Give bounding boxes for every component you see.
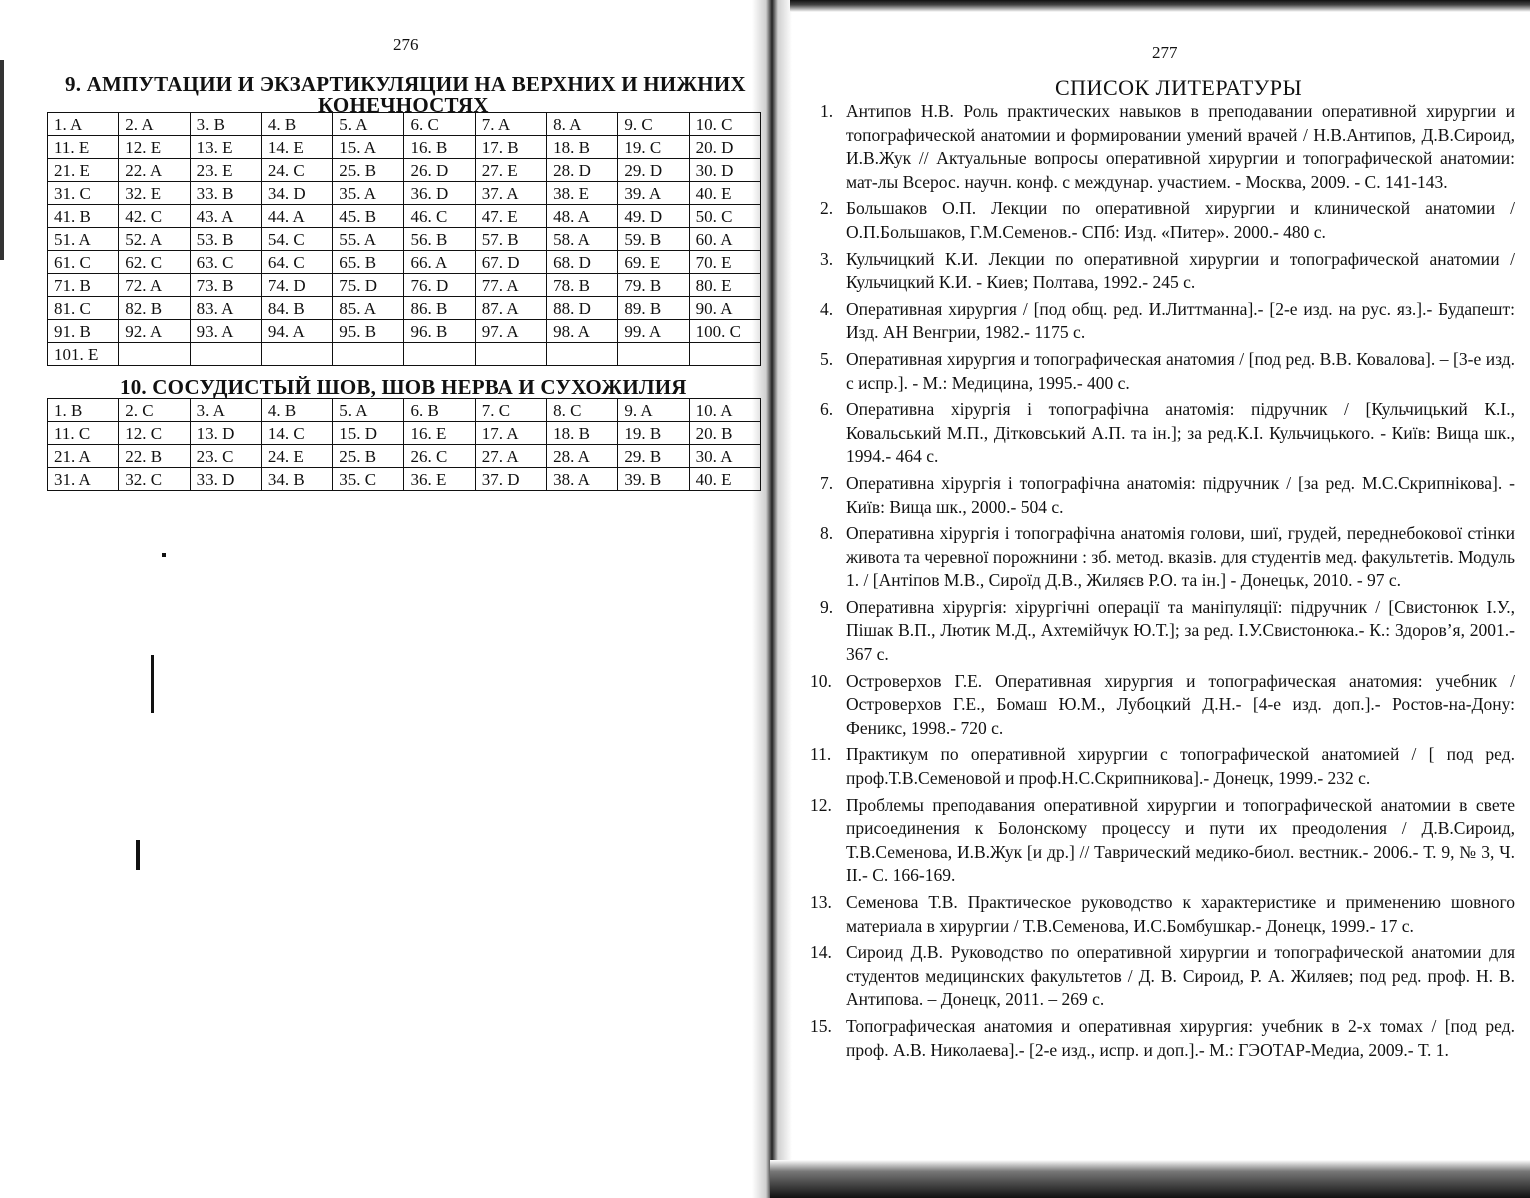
answer-cell: 48. A [547,205,618,228]
answer-row [48,297,761,320]
reference-item [810,794,1515,888]
answer-cell: 33. D [190,468,261,491]
answer-cell: 4. B [261,113,332,136]
reference-number: 13. [810,892,832,912]
answer-cell: 27. A [475,445,546,468]
answer-cell: 15. D [333,422,404,445]
page-number: 276 [393,35,419,54]
answer-cell: 45. B [333,205,404,228]
left-page [40,30,760,1170]
answer-cell: 37. D [475,468,546,491]
right-page [800,30,1520,1170]
answer-cell: 13. E [190,136,261,159]
answer-cell: 31. A [48,468,119,491]
answer-cell: 96. B [404,320,475,343]
answer-cell: 6. C [404,113,475,136]
answer-cell: 75. D [333,274,404,297]
reference-number: 8. [820,523,834,544]
answer-cell: 27. E [475,159,546,182]
answer-cell: 94. A [261,320,332,343]
answer-cell: 30. D [689,159,760,182]
answer-row [48,251,761,274]
reference-text: Оперативна хірургія і топографічна анатомія: підручник / [за ред. М.С.Скрипнікова]. - Київ: Вища шк., 2000.- 504 с. [846,472,1515,517]
answer-cell: 28. D [547,159,618,182]
reference-item [810,522,1515,593]
answer-cell: 34. B [261,468,332,491]
answer-cell [404,343,475,366]
answer-row [48,182,761,205]
answer-cell: 77. A [475,274,546,297]
answer-cell: 76. D [404,274,475,297]
answer-cell: 38. A [547,468,618,491]
reference-text: Практикум по оперативной хирургии с топографической анатомией / [ под ред. проф.Т.В.Семеновой и проф.Н.С.Скрипникова].- Донецк, 1999.- 232 с. [846,744,1515,789]
answer-cell: 16. E [404,422,475,445]
answer-cell: 10. C [689,113,760,136]
answer-cell: 84. B [261,297,332,320]
answer-cell: 1. A [48,113,119,136]
answer-cell [333,343,404,366]
answer-cell: 29. B [618,445,689,468]
reference-text: Большаков О.П. Лекции по оперативной хирургии и клинической анатомии / О.П.Большаков, Г.М.Семенов.- СПб: Изд. «Питер». 2000.- 480 с. [846,198,1515,242]
answer-cell: 52. A [119,228,190,251]
answer-cell: 97. A [475,320,546,343]
answer-cell: 2. C [119,399,190,422]
answer-cell: 55. A [333,228,404,251]
answer-cell: 25. B [333,445,404,468]
answer-cell: 25. B [333,159,404,182]
reference-text: Оперативная хирургия / [под общ. ред. И.Литтманна].- [2-е изд. на рус. яз.].- Будапешт: Изд. АН Венгрии, 1982.- 1175 с. [846,298,1515,343]
reference-number: 12. [810,794,832,815]
answer-cell: 61. C [48,251,119,274]
answer-cell: 8. C [547,399,618,422]
answer-cell: 32. C [119,468,190,491]
section-10-title: 10. СОСУДИСТЫЙ ШОВ, ШОВ НЕРВА И СУХОЖИЛИЯ [120,375,687,399]
answer-cell: 12. E [119,136,190,159]
answer-cell: 73. B [190,274,261,297]
reference-number: 14. [810,942,832,963]
answer-cell: 22. B [119,445,190,468]
answer-cell: 51. A [48,228,119,251]
reference-item [810,398,1515,469]
answer-cell: 83. A [190,297,261,320]
reference-text: Топографическая анатомия и оперативная хирургия: учебник в 2-х томах / [под ред. проф. А.В. Николаева].- [2-е изд., испр. и доп.].- М.: ГЭОТАР-Медиа, 2009.- Т. 1. [846,1015,1515,1060]
answer-cell: 16. B [404,136,475,159]
reference-item [810,472,1515,519]
section-10-answer-table [47,398,761,491]
answer-cell: 3. B [190,113,261,136]
reference-number: 3. [820,248,834,269]
answer-cell: 1. B [48,399,119,422]
answer-cell: 23. E [190,159,261,182]
answer-cell: 72. A [119,274,190,297]
answer-cell: 31. C [48,182,119,205]
answer-row [48,343,761,366]
answer-cell: 26. C [404,445,475,468]
answer-cell: 71. B [48,274,119,297]
answer-cell [618,343,689,366]
answer-cell: 64. C [261,251,332,274]
answer-cell: 101. E [48,343,119,366]
answer-cell: 93. A [190,320,261,343]
reference-item [810,348,1515,395]
reference-item [810,891,1515,938]
answer-cell: 78. B [547,274,618,297]
answer-cell: 56. B [404,228,475,251]
answer-cell: 95. B [333,320,404,343]
reference-item [810,100,1515,194]
answer-cell: 9. C [618,113,689,136]
answer-cell: 42. C [119,205,190,228]
answer-cell: 88. D [547,297,618,320]
answer-cell: 74. D [261,274,332,297]
answer-cell: 24. E [261,445,332,468]
scan-edge-mark [0,60,4,260]
answer-cell: 17. A [475,422,546,445]
answer-cell: 10. A [689,399,760,422]
answer-cell: 36. E [404,468,475,491]
reference-number: 1. [820,101,834,121]
answer-cell: 19. B [618,422,689,445]
reference-item [810,197,1515,244]
answer-row [48,422,761,445]
answer-cell: 5. A [333,113,404,136]
answer-cell: 15. A [333,136,404,159]
answer-row [48,205,761,228]
answer-cell: 20. B [689,422,760,445]
answer-cell: 82. B [119,297,190,320]
answer-row [48,136,761,159]
reference-text: Антипов Н.В. Роль практических навыков в преподавании оперативной хирургии и топографической анатомии и формировании умений врачей / Н.В.Антипов, Д.В.Сироид, И.В.Жук // Актуальные вопросы оперативной хирургии и топографической анатомии: мат-лы Всерос. научн. конф. с междунар. участием. - Москва, 2009. - С. 141-143. [846,101,1515,192]
reference-text: Оперативна хірургія: хірургічні операції та маніпуляції: підручник / [Свистонюк І.У., Пішак В.П., Лютик М.Д., Ахтемійчук Ю.Т.]; за ред. І.У.Свистонюка.- К.: Здоров’я, 2001.- 367 с. [846,596,1515,665]
answer-cell: 21. E [48,159,119,182]
answer-cell: 18. B [547,136,618,159]
answer-cell [689,343,760,366]
answer-cell: 60. A [689,228,760,251]
reference-number: 6. [820,399,834,420]
answer-cell: 8. A [547,113,618,136]
answer-cell: 39. A [618,182,689,205]
reference-number: 7. [820,472,834,493]
reference-text: Семенова Т.В. Практическое руководство к характеристике и применению шовного материала в хирургии / Т.В.Семенова, И.С.Бомбушкар.- Донецк, 1999.- 17 с. [846,892,1515,936]
answer-cell: 11. C [48,422,119,445]
answer-cell: 7. C [475,399,546,422]
answer-row [48,445,761,468]
scan-shadow-top [790,0,1530,12]
answer-cell [475,343,546,366]
answer-cell: 40. E [689,182,760,205]
reference-item [810,298,1515,345]
answer-cell: 36. D [404,182,475,205]
answer-cell: 59. B [618,228,689,251]
reference-number: 2. [820,198,834,219]
answer-cell: 22. A [119,159,190,182]
answer-cell: 26. D [404,159,475,182]
answer-cell: 14. C [261,422,332,445]
reference-item [810,941,1515,1012]
answer-cell: 99. A [618,320,689,343]
answer-cell: 17. B [475,136,546,159]
answer-row [48,468,761,491]
answer-cell: 34. D [261,182,332,205]
answer-row [48,320,761,343]
answer-cell: 65. B [333,251,404,274]
reference-number: 5. [820,348,834,369]
section-9-title-line1: 9. АМПУТАЦИИ И ЭКЗАРТИКУЛЯЦИИ НА ВЕРХНИХ И НИЖНИХ [65,72,746,96]
answer-cell: 70. E [689,251,760,274]
answer-cell: 44. A [261,205,332,228]
reference-item [810,1015,1515,1062]
reference-item [810,596,1515,667]
answer-cell: 23. C [190,445,261,468]
answer-cell: 20. D [689,136,760,159]
reference-text: Островерхов Г.Е. Оперативная хирургия и топографическая анатомия: учебник / Островерхов Г.Е., Бомаш Ю.М., Лубоцкий Д.Н.- [4-е изд. доп.].- Ростов-на-Дону: Феникс, 1998.- 720 с. [846,670,1515,738]
answer-cell: 18. B [547,422,618,445]
answer-cell: 90. A [689,297,760,320]
answer-cell: 53. B [190,228,261,251]
answer-cell: 35. C [333,468,404,491]
reference-item [810,743,1515,790]
answer-cell: 14. E [261,136,332,159]
reference-number: 11. [810,744,832,765]
section-9-answer-table [47,112,761,366]
answer-row [48,159,761,182]
reference-text: Оперативная хирургия и топографическая анатомия / [под ред. В.В. Ковалова]. – [3-е изд. с испр.]. - М.: Медицина, 1995.- 400 с. [846,348,1515,393]
reference-text: Оперативна хірургія і топографічна анатомія: підручник / [Кульчицький К.І., Ковальський М.П., Дітковський А.П. та ін.]; за ред.К.І. Кульчицького. - Київ: Вища шк., 1994.- 464 с. [846,399,1515,467]
answer-cell: 32. E [119,182,190,205]
answer-cell: 58. A [547,228,618,251]
answer-cell: 69. E [618,251,689,274]
reference-text: Сироид Д.В. Руководство по оперативной хирургии и топографической анатомии для студентов медицинских факультетов / Д. В. Сироид, Р. А. Жиляев; под ред. проф. Н. В. Антипова. – Донецк, 2011. – 269 с. [846,942,1515,1010]
reference-text: Проблемы преподавания оперативной хирургии и топографической анатомии в свете присоединения к Болонскому процессу и пути их преодоления / Д.В.Сироид, Т.В.Семенова, И.В.Жук [и др.] // Таврический медико-биол. вестник.- 2006.- Т. 9, № 3, Ч. II.- С. 166-169. [846,794,1515,886]
reference-number: 4. [820,298,834,319]
answer-cell: 3. A [190,399,261,422]
answer-row [48,274,761,297]
answer-cell: 33. B [190,182,261,205]
reference-text: Кульчицкий К.И. Лекции по оперативной хирургии и топографической анатомии / Кульчицкий К.И. - Киев; Полтава, 1992.- 245 с. [846,248,1515,293]
answer-cell: 79. B [618,274,689,297]
answer-cell: 49. D [618,205,689,228]
reference-number: 9. [820,596,834,617]
answer-cell: 13. D [190,422,261,445]
answer-cell: 7. A [475,113,546,136]
answer-cell: 29. D [618,159,689,182]
answer-cell: 92. A [119,320,190,343]
answer-cell: 68. D [547,251,618,274]
answer-cell: 11. E [48,136,119,159]
answer-cell: 50. C [689,205,760,228]
answer-cell: 54. C [261,228,332,251]
answer-row [48,399,761,422]
answer-cell: 4. B [261,399,332,422]
answer-cell: 80. E [689,274,760,297]
answer-cell [190,343,261,366]
answer-cell: 21. A [48,445,119,468]
answer-cell: 28. A [547,445,618,468]
answer-cell: 62. C [119,251,190,274]
answer-cell: 30. A [689,445,760,468]
answer-cell: 12. C [119,422,190,445]
answer-cell [547,343,618,366]
references-list [810,100,1515,1065]
answer-cell: 66. A [404,251,475,274]
reference-number: 10. [810,670,832,691]
answer-cell: 86. B [404,297,475,320]
answer-cell: 63. C [190,251,261,274]
answer-cell [261,343,332,366]
answer-cell: 39. B [618,468,689,491]
section-9-title-line2: КОНЕЧНОСТЯХ [318,93,489,117]
answer-cell: 87. A [475,297,546,320]
answer-cell: 6. B [404,399,475,422]
answer-cell: 5. A [333,399,404,422]
answer-cell: 38. E [547,182,618,205]
answer-row [48,113,761,136]
answer-cell: 91. B [48,320,119,343]
answer-cell: 2. A [119,113,190,136]
answer-cell: 100. C [689,320,760,343]
reference-item [810,670,1515,741]
reference-text: Оперативна хірургія і топографічна анатомія голови, шиї, грудей, переднебокової стінки живота та черевної порожнини : зб. метод. вказів. для студентів мед. факультетів. Модуль 1. / [Антіпов М.В., Сироїд Д.В., Жиляєв Р.О. та ін.] - Донецьк, 2010. - 97 с. [846,523,1515,591]
answer-cell: 37. A [475,182,546,205]
answer-cell: 98. A [547,320,618,343]
answer-cell: 9. A [618,399,689,422]
answer-cell: 24. C [261,159,332,182]
reference-number: 15. [810,1015,832,1036]
page-number: 277 [1152,43,1178,62]
answer-cell: 46. C [404,205,475,228]
answer-cell: 43. A [190,205,261,228]
answer-cell: 40. E [689,468,760,491]
answer-cell: 19. C [618,136,689,159]
answer-cell: 47. E [475,205,546,228]
answer-cell: 57. B [475,228,546,251]
answer-row [48,228,761,251]
answer-cell [119,343,190,366]
answer-cell: 67. D [475,251,546,274]
reference-item [810,248,1515,295]
answer-cell: 81. C [48,297,119,320]
references-title: СПИСОК ЛИТЕРАТУРЫ [1055,75,1303,100]
answer-cell: 35. A [333,182,404,205]
answer-cell: 41. B [48,205,119,228]
answer-cell: 89. B [618,297,689,320]
answer-cell: 85. A [333,297,404,320]
